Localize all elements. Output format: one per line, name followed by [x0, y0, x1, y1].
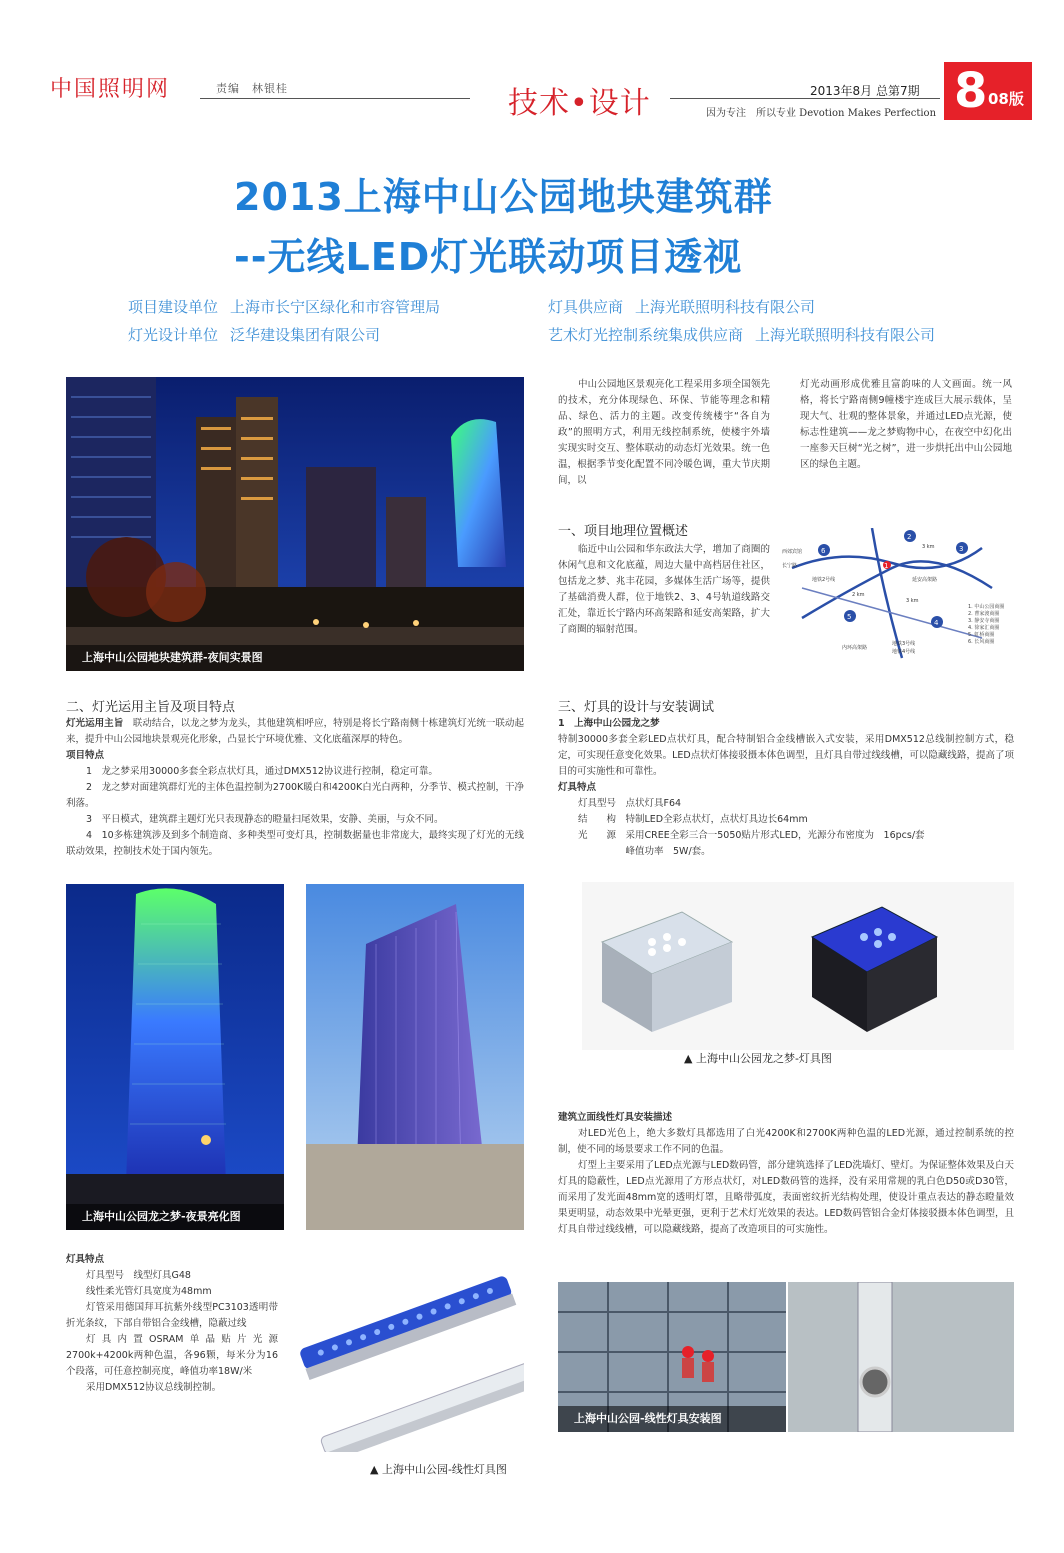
credit-design-label: 灯光设计单位: [128, 326, 219, 344]
section1-title: 一、项目地理位置概述: [558, 524, 689, 539]
location-map: [782, 528, 1014, 660]
facade-paragraph: 灯型上主要采用了LED点光源与LED数码管，部分建筑选择了LED洗墙灯、壁灯。为保证整体效果及白天灯具的隐蔽性，LED点光源用了方形点状灯，对LED数码管的选择，没有采用常规的乳白色D50或D30管，而采用了发光面48mm宽的透明灯罩，且略带弧度，表面密纹折光结构处理，使设计重点表达的静态瞪量效果更明显，动态效果中光晕更强，更利于艺术灯光效果的表达。LED数码管铝合金灯体接驳摄本体色调型，且灯具自带过线线槽，可以隐藏线路，提高了改造项目的可实施性。: [558, 1160, 1014, 1235]
section2-item: 1 龙之梦采用30000多套全彩点状灯具，通过DMX512协议进行控制，稳定可靠。: [86, 766, 438, 777]
map-legend-item: 5. 虹桥商圈: [968, 632, 995, 638]
svg-text:6: 6: [821, 547, 826, 555]
linear-feature: 灯具型号 线型灯具G48: [86, 1270, 191, 1281]
map-label-10: 3 km: [906, 598, 919, 604]
linear-features-label: 灯具特点: [66, 1254, 105, 1265]
article-title-line2: --无线LED灯光联动项目透视: [234, 235, 743, 279]
install-photo-caption: 上海中山公园-线性灯具安装图: [558, 1406, 786, 1432]
tower-photo-right: [306, 884, 524, 1230]
credit-design-value: 泛华建设集团有限公司: [230, 326, 381, 344]
section1-body: [558, 542, 770, 638]
credit-builder: [128, 296, 440, 317]
tower-right-illustration: [306, 884, 524, 1230]
map-legend-item: 4. 徐家汇商圈: [968, 625, 1000, 631]
facade-paragraph: 对LED光色上，绝大多数灯具都选用了白光4200K和2700K两种色温的LED光源，通过控制系统的控制，使不同的场景要求工作不同的色温。: [558, 1128, 1014, 1155]
section3-feature: 灯具型号 点状灯具F64: [578, 798, 682, 809]
section2-item: 2 龙之梦对面建筑群灯光的主体色温控制为2700K暖白和4200K白光白两种，分季节、模式控制，干净利落。: [66, 782, 524, 809]
map-legend-item: 6. 长风商圈: [968, 639, 995, 645]
svg-text:4: 4: [934, 619, 939, 627]
section2-lead-label: 灯光运用主旨: [66, 718, 124, 729]
install-photo: [558, 1282, 1014, 1432]
map-legend-item: 1. 中山公园商圈: [968, 604, 1005, 610]
facade-description: [558, 1110, 1014, 1238]
section3-feature: 结 构 特制LED全彩点状灯，点状灯具边长64mm: [578, 814, 808, 825]
svg-text:3: 3: [959, 545, 964, 553]
linear-lamp-image: [296, 1252, 524, 1452]
dot-lamp-image: [582, 882, 1014, 1050]
linear-lamp-caption: ▲ 上海中山公园-线性灯具图: [370, 1463, 507, 1476]
section1-text: 临近中山公园和华东政法大学，增加了商圈的休闲气息和文化底蕴，周边大量中高档居住社区，包括龙之梦、兆丰花园，多媒体生活广场等，提供了基础消费人群，位于地铁2、3、4号轨道线路交汇处，靠近长宁路内环高架路和延安高架路，扩大了商圈的辐射范围。: [558, 544, 770, 635]
map-label-1: 西郊宾馆: [782, 549, 803, 555]
tower-photo-caption: 上海中山公园龙之梦-夜景亮化图: [66, 1204, 284, 1230]
intro-col2: [800, 377, 1012, 473]
night-photo-caption: 上海中山公园地块建筑群-夜间实景图: [66, 645, 524, 671]
map-label-6: 地铁3号线: [892, 641, 916, 647]
dot-lamp-caption: ▲ 上海中山公园龙之梦-灯具图: [684, 1052, 832, 1065]
linear-feature: 线性柔光管灯具宽度为48mm: [86, 1286, 212, 1297]
facade-label: 建筑立面线性灯具安装描述: [558, 1112, 673, 1123]
dot-lamp-illustration: [582, 882, 1014, 1050]
intro-col1-text: 中山公园地区景观亮化工程采用多项全国领先的技术，充分体现绿色、环保、节能等理念和精品、绿色、活力的主题。改变传统楼宇“各自为政”的照明方式，利用无线控制系统，使楼宇外墙实现实时交互、整体联动的动态灯光效果。统一色温，根据季节变化配置不同冷暖色调，重大节庆期间，以: [558, 379, 770, 486]
page-number: 8: [954, 63, 988, 119]
map-legend: [968, 604, 1004, 646]
credit-integrator-value: 上海光联照明科技有限公司: [755, 326, 936, 344]
article-title-line1: 2013上海中山公园地块建筑群: [234, 175, 773, 219]
section3-sub1-text: 特制30000多套全彩LED点状灯具，配合特制铝合金线槽嵌入式安装，采用DMX512总线制控制方式，稳定，可实现任意变化效果。LED点状灯体接驳摄本体色调型，且灯具自带过线线槽，可以隐藏线路，提高了项目的可实施性和可靠性。: [558, 734, 1014, 777]
map-label-2: 长宁路: [782, 563, 798, 569]
section2-item: 4 10多栋建筑涉及到多个制造商、多种类型可变灯具，控制数据量也非常庞大，最终实现了灯光的无线联动效果，控制技术处于国内领先。: [66, 830, 524, 857]
tower-left-illustration: [66, 884, 284, 1230]
editor-credit: 责编 林银桂: [216, 82, 288, 95]
section2-item: 3 平日模式，建筑群主题灯光只表现静态的瞪量扫尾效果，安静、美丽，与众不同。: [86, 814, 444, 825]
section2-lead-text: 联动结合，以龙之梦为龙头，其他建筑相呼应，特别是将长宁路南侧十栋建筑灯光统一联动起来，提升中山公园地块景观亮化形象，凸显长宁环境优雅、文化底蕴深厚的特色。: [66, 718, 524, 745]
linear-features: [66, 1252, 278, 1396]
intro-col1: [558, 377, 770, 489]
credit-supplier-value: 上海光联照明科技有限公司: [635, 298, 816, 316]
intro-col2-text: 灯光动画形成优雅且富韵味的人文画面。统一风格，将长宁路南侧9幢楼宇连成巨大展示载体，呈现大气、壮观的整体景象，并通过LED点光源，使标志性建筑——龙之梦购物中心，在夜空中幻化出一座参天巨树“光之树”，进一步烘托出中山公园地区的绿色主题。: [800, 379, 1012, 470]
credit-integrator-label: 艺术灯光控制系统集成供应商: [548, 326, 744, 344]
map-label-7: 地铁4号线: [892, 649, 916, 655]
tower-photo-left: [66, 884, 284, 1230]
svg-text:1: 1: [884, 562, 889, 570]
night-scene-photo: [66, 377, 524, 671]
section3-body: [558, 716, 1014, 860]
linear-feature: 灯具内置OSRAM单晶贴片光源2700k+4200k两种色温，各96颗，每米分为16个段落，可任意控制亮度，峰值功率18W/米: [66, 1334, 278, 1377]
map-legend-item: 3. 静安寺商圈: [968, 618, 1000, 624]
svg-text:5: 5: [847, 613, 852, 621]
section2-features-label: 项目特点: [66, 750, 105, 761]
header-slogan: 因为专注 所以专业 Devotion Makes Perfection: [706, 108, 937, 119]
issue-date: 2013年8月 总第7期: [810, 84, 920, 98]
section3-features-label: 灯具特点: [558, 782, 597, 793]
map-legend-item: 2. 曹家渡商圈: [968, 611, 1000, 617]
section3-title: 三、灯具的设计与安装调试: [558, 700, 715, 715]
svg-text:2: 2: [907, 533, 912, 541]
linear-feature: 采用DMX512协议总线制控制。: [86, 1382, 222, 1393]
section3-feature: 光 源 采用CREE全彩三合一5050贴片形式LED，光源分布密度为 16pcs/套: [578, 830, 925, 841]
brand-logo: 中国照明网: [50, 77, 171, 102]
section2-body: [66, 716, 524, 860]
page-badge: [948, 62, 1032, 120]
section3-sub1: 1 上海中山公园龙之梦: [558, 718, 660, 729]
credit-builder-label: 项目建设单位: [128, 298, 219, 316]
section3-feature: 峰值功率 5W/套。: [578, 846, 711, 857]
page-version: 08版: [988, 90, 1024, 108]
map-label-4: 延安高架路: [912, 577, 938, 583]
credit-supplier-label: 灯具供应商: [548, 298, 624, 316]
section-heading: 技术•设计: [508, 86, 651, 121]
map-label-3: 地铁2号线: [812, 577, 836, 583]
credit-builder-value: 上海市长宁区绿化和市容管理局: [230, 298, 441, 316]
credit-supplier: [548, 296, 815, 317]
header-rule-left: [200, 98, 470, 99]
linear-lamp-illustration: [296, 1252, 524, 1452]
credit-integrator: [548, 324, 935, 345]
map-label-8: 3 km: [922, 544, 935, 550]
linear-feature: 灯管采用德国拜耳抗紫外线型PC3103透明带折光条纹，下部自带铝合金线槽，隐蔽过线: [66, 1302, 278, 1329]
credit-design: [128, 324, 380, 345]
night-scene-illustration: [66, 377, 524, 671]
section2-title: 二、灯光运用主旨及项目特点: [66, 700, 236, 715]
map-label-5: 内环高架路: [842, 645, 868, 651]
map-label-9: 2 km: [852, 592, 865, 598]
